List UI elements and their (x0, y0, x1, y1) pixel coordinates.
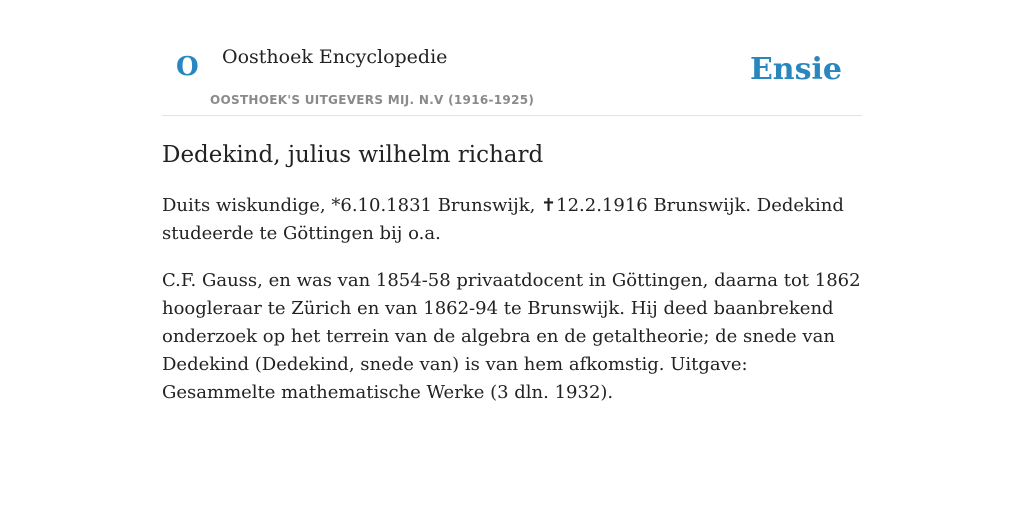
article-paragraph: Duits wiskundige, *6.10.1831 Brunswijk, ✝12.2.1916 Brunswijk. Dedekind studeerde te Göttingen bij o.a. (162, 195, 844, 244)
ensie-logo-link[interactable]: Ensie (749, 52, 842, 87)
publication-header (162, 40, 862, 116)
article-title: Dedekind, julius wilhelm richard (162, 142, 544, 168)
page-content (162, 40, 862, 407)
publication-subtitle: OOSTHOEK'S UITGEVERS MIJ. N.V (1916-1925) (210, 93, 535, 107)
article-paragraph: C.F. Gauss, en was van 1854-58 privaatdocent in Göttingen, daarna tot 1862 hoogleraar te Zürich en van 1862-94 te Brunswijk. Hij deed baanbrekend onderzoek op het terrein van de algebra en de getaltheorie; de snede van Dedekind (Dedekind, snede van) is van hem afkomstig. Uitgave: Gesammelte mathematische Werke (3 dln. 1932). (162, 270, 861, 403)
publication-logo[interactable]: O (176, 52, 199, 82)
publication-title[interactable]: Oosthoek Encyclopedie (222, 46, 448, 68)
